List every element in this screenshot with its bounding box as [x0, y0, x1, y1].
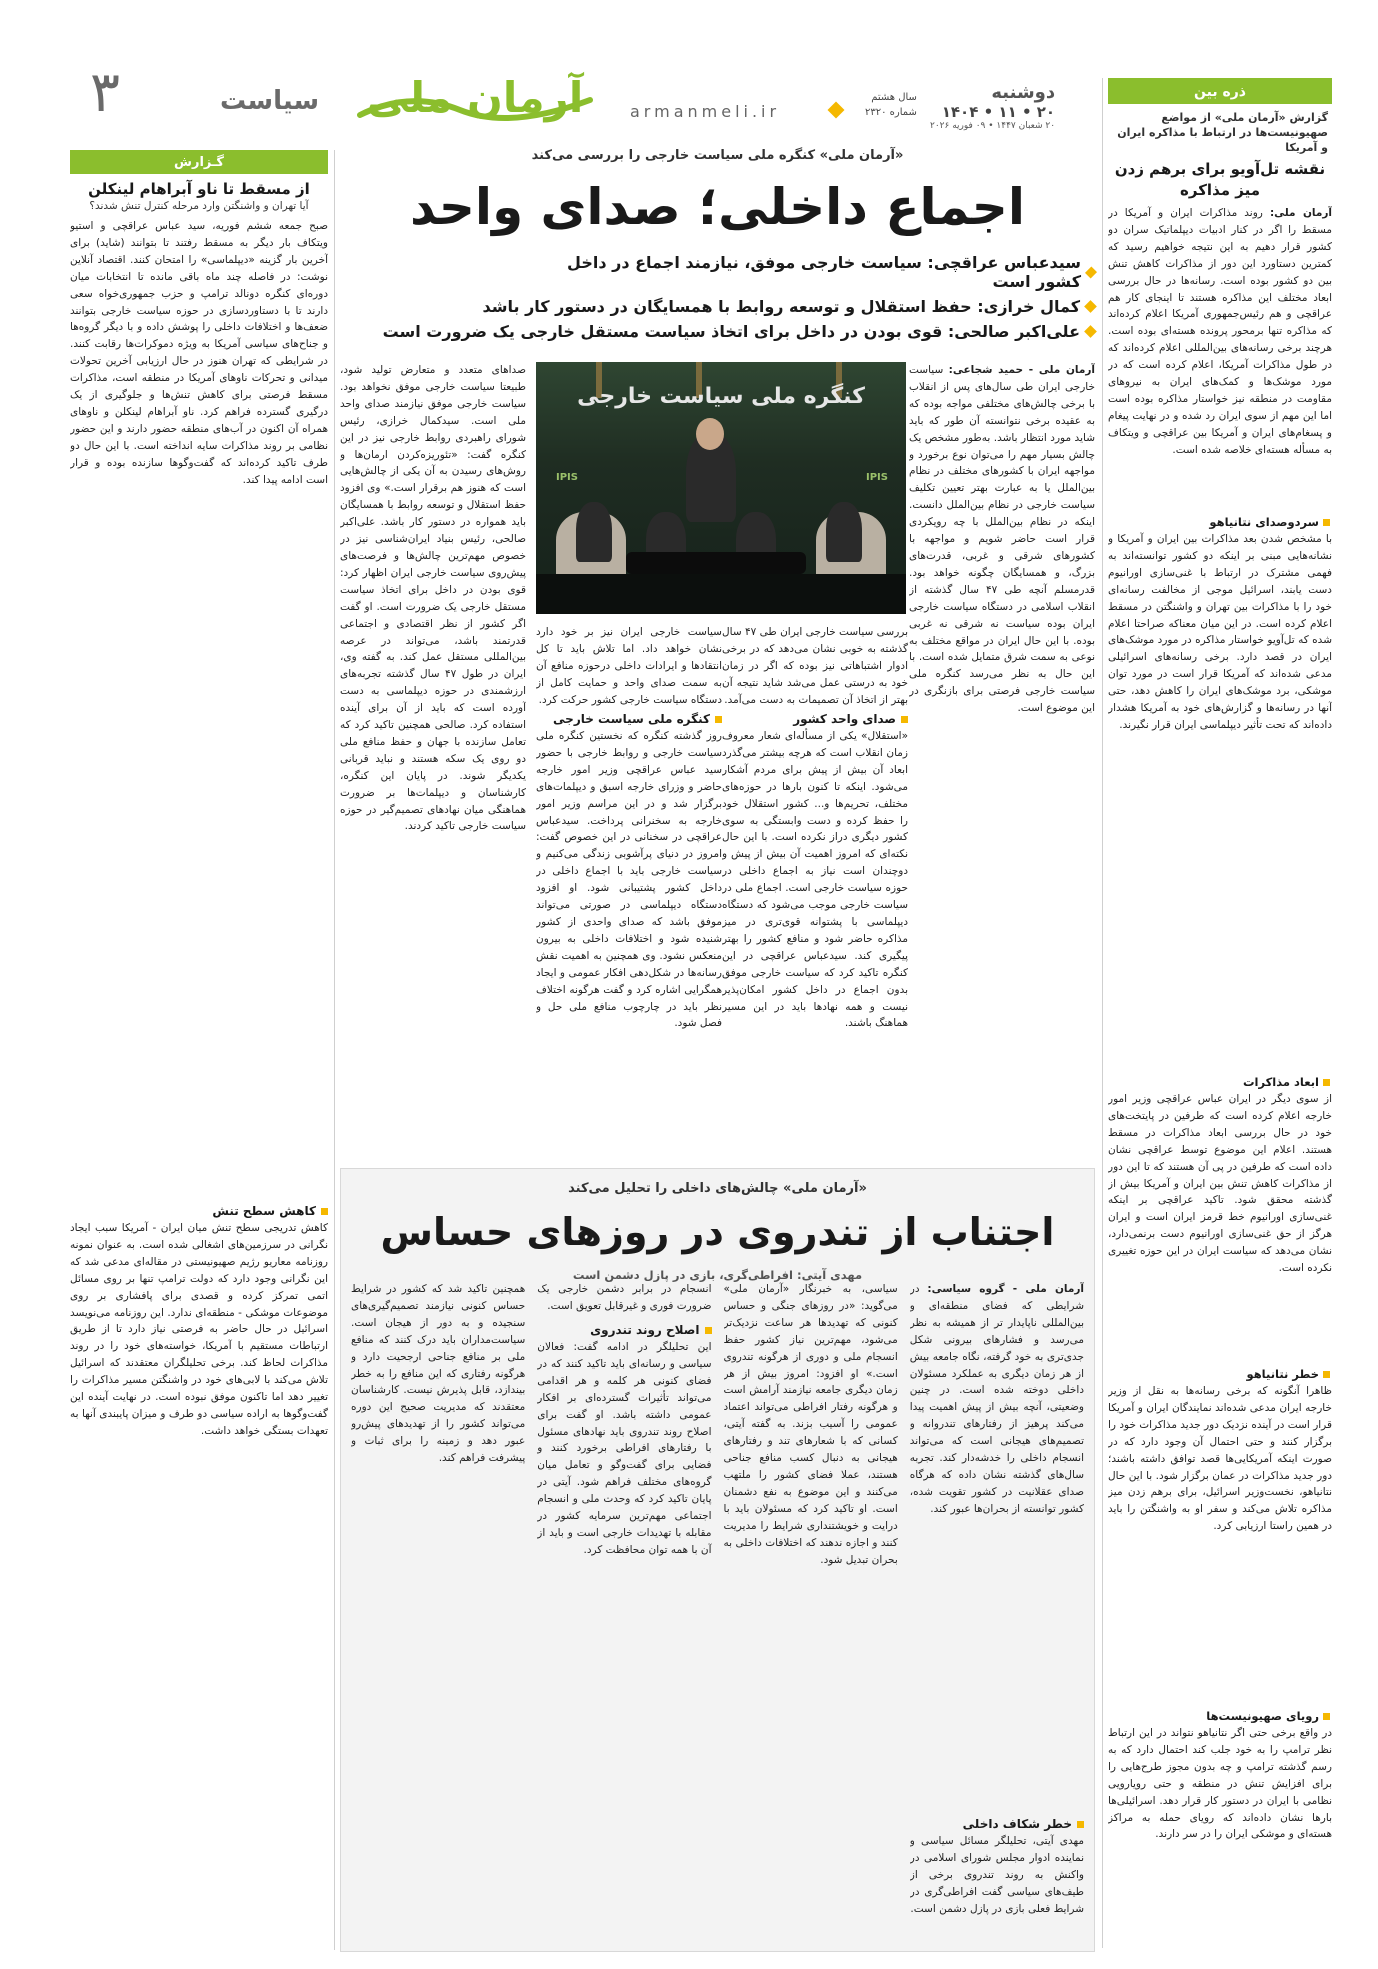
- date-shamsi: ۲۰ • ۱۱ • ۱۴۰۴: [941, 103, 1056, 121]
- sidebar-subhead: خطر نتانیاهو: [1110, 1367, 1330, 1381]
- report-body: صبح جمعه ششم فوریه، سید عباس عراقچی و استیو ویتکاف بار دیگر به مسقط رفتند تا بتوانند (شاید) برای آخرین بار گزینه «دیپلماسی» را امتحان کنند. اقتصاد آنلاین نوشت: در فاصله چند ماه باقی مانده تا انتخابات میان دوره‌ای کنگره دونالد ترامپ و حزب جمهوری‌خواه سعی دارند تا با دستاوردسازی در حوزه سیاست خارجی بتوانند ضعف‌ها و اختلافات داخلی را پوشش داده و با دیگر گروه‌ها و جناح‌های سیاسی آمریکا به ویژه دموکرات‌ها رقابت کنند. در شرایطی که تهران هنوز در حال ارزیابی آخرین تحولات میدانی و تحرکات ناوهای آمریکا در منطقه است، مذاکرات مسقط فرصتی برای کاهش تنش‌ها و جلوگیری از یک درگیری گسترده فراهم کرد. ناو آبراهام لینکلن و ناوهای همراه آن اکنون در آب‌های منطقه حضور دارند و این حضور نظامی بر روند مذاکرات سایه انداخته است. با این حال دو طرف تاکید کرده‌اند که گفت‌وگوها سازنده بوده و قرار است ادامه پیدا کند.: [70, 220, 328, 486]
- lead-title: اجماع داخلی؛ صدای واحد: [410, 178, 1025, 236]
- issue-year: سال هشتم: [871, 92, 917, 103]
- report-subtitle: آیا تهران و واشنگتن وارد مرحله کنترل تنش شدند؟: [89, 200, 309, 212]
- column-rule: [1102, 78, 1103, 1948]
- sidebar-body: ظاهرا آنگونه که برخی رسانه‌ها به نقل از وزیر خارجه ایران مدعی شده‌اند نمایندگان ایران و آمریکا قرار است در آینده نزدیک دور جدید مذاکرات خود را برگزار کنند و حتی احتمال آن وجود دارد که در صورت اینکه آمریکایی‌ها قصد توافق داشته باشند؛ دور جدید مذاکرات در عمان برگزار شود. با این حال نتانیاهو، نخست‌وزیر اسرائیل، برای برهم زدن میز مذاکره تلاش می‌کند و سفر او به واشنگتن را باید در همین راستا ارزیابی کرد.: [1108, 1385, 1332, 1533]
- lead-col-text: صداهای متعدد و متعارض تولید شود، طبیعتا سیاست خارجی موفق نخواهد بود. سیاست خارجی موفق نیازمند صدای واحد ملی است. سیدکمال خرازی، رئیس شورای راهبردی روابط خارجی نیز در این کنگره گفت: «تئوریزه‌کردن ارمان‌ها و روش‌های رسیدن به آن یکی از چالش‌هایی است که هنوز هم برقرار است.» وی افزود حفظ استقلال و توسعه روابط با همسایگان باید همواره در دستور کار باشد. علی‌اکبر صالحی، رئیس بنیاد ایران‌شناسی نیز در خصوص مهم‌ترین چالش‌ها و فرصت‌های پیش‌روی سیاست خارجی ایران اظهار کرد: قوی بودن در داخل برای اتخاذ سیاست مستقل خارجی یک ضرورت است. او گفت اگر کشور از نظر اقتصادی و اجتماعی قدرتمند باشد، می‌تواند در عرصه بین‌المللی مستقل عمل کند. به گفته وی، ایران در طول ۴۷ سال گذشته تجربه‌های ارزشمندی در حوزه دیپلماسی به دست آورده است که باید از آن برای آینده استفاده کرد. صالحی همچنین تاکید کرد که تعامل سازنده با جهان و حفظ منافع ملی دو روی یک سکه هستند و نباید قربانی یکدیگر شوند. در پایان این کنگره، کارشناسان و دیپلمات‌ها بر ضرورت هماهنگی میان نهادهای تصمیم‌گیر در حوزه سیاست خارجی تاکید کردند.: [340, 364, 526, 833]
- sidebar-headline: نقشه تل‌آویو برای برهم زدن میز مذاکره: [1114, 160, 1326, 199]
- newspaper-logo: [350, 60, 600, 140]
- photo-banner: کنگره ملی سیاست خارجی: [577, 384, 865, 409]
- bullet-icon: [1323, 1371, 1330, 1378]
- analysis-column: [724, 1281, 898, 1943]
- lead-byline: آرمان ملی - حمید شجاعی:: [948, 364, 1095, 376]
- lead-bullet: علی‌اکبر صالحی: قوی بودن در داخل برای اتخاذ سیاست مستقل خارجی یک ضرورت است: [340, 322, 1095, 341]
- lead-col-text: سیاست خارجی ایران نیز بر خود دارد نشان خواهد داد. اما تلاش باید تا کل انتقادها و ایرادات داخلی درحوزه منافع آن به سمت صدای واحد و حمایت کامل از دستگاه سیاست خارجی کشور حرکت کرد.: [536, 626, 722, 706]
- sidebar-zarrebin: [1108, 78, 1332, 1948]
- lead-subhead: صدای واحد کشور: [722, 712, 908, 726]
- analysis-column: [351, 1281, 525, 1943]
- page-number: ۳: [90, 60, 121, 125]
- report-badge: گـزارش: [70, 152, 328, 174]
- sidebar-body: در واقع برخی حتی اگر نتانیاهو نتواند در این ارتباط نظر ترامپ را به خود جلب کند احتمال دارد که به رسم گذشته ترامپ و چه بدون مجوز طرح‌هایی را برای افزایش تنش در منطقه و حتی رویارویی نظامی با ایران در دستور کار قرار دهد. اسرائیلی‌ها بارها نشان داده‌اند که رویای حمله به مراکز هسته‌ای و موشکی ایران را در سر دارند.: [1108, 1727, 1332, 1841]
- analysis-text: انسجام در برابر دشمن خارجی یک ضرورت فوری و غیرقابل تعویق است.: [537, 1283, 712, 1312]
- report-subhead: کاهش سطح تنش: [70, 1204, 328, 1218]
- analysis-columns: [351, 1281, 1084, 1943]
- sidebar-intro-text: روند مذاکرات ایران و آمریکا در مسقط را اگر در کنار ادبیات دیپلماتیک سران دو کشور قرار دهیم به این نتیجه خواهیم رسید که کمترین دستاورد این دور از مذاکرات کاهش تنش بین دو کشور بوده است. رسانه‌ها در حال بررسی ابعاد مختلف این مذاکره هستند تا اینجای کار هم عراقچی و هم رئیس‌جمهوری آمریکا اعلام کرده‌اند که مذاکره تنها برمحور پرونده هسته‌ای بوده است. هرچند برخی رسانه‌های بین‌المللی اعلام کرده‌اند که در طول مذاکرات آمریکا، اعلام کرده است که در مورد موشک‌ها و کمک‌های ایران به نیروهای مقاومت در منطقه نیز خواستار مذاکره بوده است اما این مهم از سوی ایران رد شده و در نهایت پیغام و پسغام‌های ایران و آمریکا بین عراقچی و ویتکاف به مسأله هسته‌ای خلاصه شده است.: [1108, 207, 1332, 456]
- column-rule: [334, 150, 335, 1950]
- diamond-icon: [1084, 300, 1097, 313]
- ipis-logo: IPIS: [556, 472, 578, 483]
- date-block: [930, 82, 1055, 131]
- lead-story-header: [340, 148, 1095, 347]
- logo-text: آرمان ملی: [366, 73, 584, 122]
- panelist-figure: [576, 502, 612, 562]
- lead-story-body: [340, 362, 1095, 1174]
- bullet-icon: [715, 716, 722, 723]
- report-body: کاهش تدریجی سطح تنش میان ایران - آمریکا سبب ایجاد نگرانی در سرزمین‌های اشغالی شده است. به عنوان نمونه روزنامه معاریو رژیم صهیونیستی در مقاله‌ای مدعی شد که این نگرانی وجود دارد که دولت ترامپ تنها بر روی مسائل اتمی تمرکز کرده و قصدی برای پافشاری بر روی موضوعات موشکی - منطقه‌ای ندارد. این روزنامه می‌نویسد اسرائیل در حال حاضر به فرصتی نیاز دارد تا از طریق ارتباطات مستقیم با آمریکا، خواسته‌های خود را در روند مذاکرات لحاظ کند. برخی تحلیلگران معتقدند که اسرائیل تلاش می‌کند با لابی‌های خود در واشنگتن مسیر مذاکرات را تغییر دهد اما تاکنون موفق نبوده است. در نهایت آینده این گفت‌وگوها به اراده سیاسی دو طرف و میزان پایبندی آنها به تعهدات بستگی خواهد داشت.: [70, 1222, 328, 1437]
- conference-photo: [536, 362, 906, 614]
- lead-column: [722, 624, 908, 1168]
- lead-col-text: آرمان ملی - حمید شجاعی: سیاست خارجی ایران طی سال‌های پس از انقلاب با برخی چالش‌های مختلفی مواجه بوده که به عقیده برخی نتوانسته آن طور که باید شاید مورد انتظار باشد. به‌طور مشخص یک چالش بسیار مهم را می‌توان نوع برخورد و مواجهه ایران با کشورهای مختلف در نظام بین‌الملل یا به عبارت بهتر تعیین تکلیف سیاست خارجی در نظام بین‌الملل دانست. اینکه در نظام بین‌الملل با چه رویکردی قرار است حاضر شویم و مواجهه با کشورهای شرقی و غربی، قدرت‌های بزرگ، و همسایگان چگونه خواهد بود. قدرمسلم آنچه طی ۴۷ سال گذشته از انقلاب اسلامی در دستگاه سیاست خارجی ایران بوده سیاست نه شرقی نه غربی بوده. با این حال ایران در مواقع مختلف به نوعی به سمت شرق متمایل شده است. با این حال به نظر می‌رسد کنگره ملی سیاست خارجی فرصتی برای بازنگری در این موضوع است.: [909, 364, 1095, 715]
- website-url: armanmeli.ir: [630, 102, 781, 121]
- bullet-icon: [705, 1327, 712, 1334]
- weekday: دوشنبه: [991, 82, 1056, 103]
- sidebar-subhead: ابعاد مذاکرات: [1110, 1075, 1330, 1089]
- analysis-column: [537, 1281, 711, 1943]
- analysis-title: اجتناب از تندروی در روزهای حساس: [380, 1210, 1055, 1254]
- panelist-figure: [826, 502, 862, 562]
- bullet-icon: [1077, 1821, 1084, 1828]
- analysis-lead: آرمان ملی - گروه سیاسی:: [927, 1283, 1084, 1295]
- lead-col-text: روز گذشته کنگره که نخستین کنگره ملی سیاست خارجی و روابط خارجی با حضور سید عباس عراقچی وزیر امور خارجه حاضر و وزرای خارجه اسبق و دیپلمات‌های برگزار شد و در این مراسم وزیر امور خارجه به سخنرانی پرداخت. سیدعباس عراقچی در سخنانی در این خصوص گفت: امروز در دنیای پرآشوبی زندگی می‌کنیم و سیاست خارجی باید با اجماع داخلی در داخل کشور پشتیبانی شود. او افزود دستگاه دیپلماسی در صورتی می‌تواند موفق باشد که صدای واحدی از کشور شنیده شود و اختلافات داخلی به بیرون منعکس نشود. وی همچنین به اهمیت نقش رسانه‌ها در شکل‌دهی افکار عمومی و ایجاد همگرایی اشاره کرد و گفت هرگونه اختلاف نظر باید در چارچوب منافع ملی حل و فصل شود.: [536, 730, 722, 1030]
- report-title: از مسقط تا ناو آبراهام لینکلن: [88, 180, 310, 198]
- bullet-icon: [1323, 1713, 1330, 1720]
- issue-number: شماره ۲۳۲۰: [865, 107, 917, 118]
- bullet-icon: [1323, 519, 1330, 526]
- masthead: [70, 60, 1100, 150]
- diamond-icon: [828, 102, 845, 119]
- speaker-head: [696, 418, 724, 450]
- sidebar-subhead: سردوصدای نتانیاهو: [1110, 515, 1330, 529]
- analysis-box: [340, 1168, 1095, 1952]
- analysis-subhead: خطر شکاف داخلی: [910, 1817, 1084, 1831]
- analysis-text: این تحلیلگر در ادامه گفت: فعالان سیاسی و رسانه‌ای باید تاکید کنند که در فضای کنونی هر کلمه و هر اقدامی می‌تواند تأثیرات گسترده‌ای بر افکار عمومی داشته باشد. او گفت برای اصلاح روند تندروی باید نهادهای مسئول با رفتارهای افراطی برخورد کنند و فضایی برای گفت‌وگو و تعامل میان گروه‌های مختلف فراهم شود. آیتی در پایان تاکید کرد که وحدت ملی و انسجام اجتماعی مهم‌ترین سرمایه کشور در مقابله با تهدیدات خارجی است و باید از آن با همه توان محافظت کرد.: [537, 1341, 712, 1556]
- floor: [536, 574, 906, 614]
- sidebar-badge: ذره بین: [1108, 80, 1332, 104]
- lead-bullet: کمال خرازی: حفظ استقلال و توسعه روابط با همسایگان در دستور کار باشد: [340, 297, 1095, 316]
- lead-col-text: «استقلال» یکی از مسأله‌ای شعار معروف زمان انقلاب است که هرچه بیشتر می‌گذرد ابعاد آن بیش از پیش برای مردم آشکار می‌شود. اینکه تا کنون بارها در حوزه‌های مختلف، تحریم‌ها و... کشور استقلال خود را حفظ کرده و دست وابستگی به سوی کشور دیگری دراز نکرده است. با این حال نکته‌ای که امروز اهمیت آن بیش از پیش و دوچندان است نیاز به اجماع داخلی در حوزه سیاست خارجی است. اجماع ملی در سیاست خارجی موجب می‌شود که دستگاه دیپلماسی با پشتوانه قوی‌تری در میز مذاکره حاضر شود و منافع کشور را بهتر پیگیری کند. سیدعباس عراقچی در این کنگره تاکید کرد که سیاست خارجی موفق بدون اجماع در داخل کشور امکان‌پذیر نیست و همه نهادها باید در این مسیر هماهنگ باشند.: [722, 730, 908, 1030]
- lead-bullet: سیدعباس عراقچی: سیاست خارجی موفق، نیازمند اجماع در داخل کشور است: [340, 253, 1095, 291]
- sidebar-intro: [1108, 205, 1332, 509]
- bullet-icon: [901, 716, 908, 723]
- analysis-text: همچنین تاکید شد که کشور در شرایط حساس کنونی نیازمند تصمیم‌گیری‌های سنجیده و به دور از هیجان است. سیاست‌مداران باید درک کنند که منافع ملی بر منافع جناحی ارجحیت دارد و هرگونه رفتاری که این منافع را به خطر بیندازد، قابل پذیرش نیست. کارشناسان معتقدند که مدیریت صحیح این دوره می‌تواند کشور را از تهدیدهای پیش‌رو عبور دهد و زمینه را برای ثبات و پیشرفت فراهم کند.: [351, 1283, 526, 1465]
- lead-subhead: کنگره ملی سیاست خارجی: [536, 712, 722, 726]
- panel-table: [626, 552, 806, 574]
- lead-column: [340, 362, 526, 1168]
- analysis-subhead: اصلاح روند تندروی: [537, 1323, 711, 1337]
- analysis-text: آرمان ملی - گروه سیاسی: در شرایطی که فضای منطقه‌ای و بین‌المللی ناپایدار تر از همیشه به نظر می‌رسد و فشارهای بیرونی شکل جدی‌تری به خود گرفته، نگاه جامعه بیش از هر زمان دیگری به عملکرد مسئولان داخلی دوخته شده است. در چنین وضعیتی، آنچه بیش از پیش اهمیت پیدا می‌کند پرهیز از رفتارهای تندروانه و تصمیم‌های هیجانی است که می‌تواند انسجام داخلی را خدشه‌دار کند. تجربه سال‌های گذشته نشان داده که هرگاه صدای عقلانیت در کشور تقویت شده، کشور توانسته از بحران‌ها عبور کند.: [909, 1283, 1084, 1515]
- bullet-icon: [1323, 1079, 1330, 1086]
- ipis-logo: IPIS: [866, 472, 888, 483]
- analysis-column: [910, 1281, 1084, 1943]
- analysis-text: مهدی آیتی، تحلیلگر مسائل سیاسی و نماینده ادوار مجلس شورای اسلامی در واکنش به روند تندروی برخی از طیف‌های سیاسی گفت افراطی‌گری در شرایط فعلی بازی در پازل دشمن است.: [909, 1835, 1084, 1915]
- lead-column: [909, 362, 1095, 1168]
- analysis-text: سیاسی، به خبرنگار «آرمان ملی» می‌گوید: «در روزهای جنگی و حساس کنونی که تهدیدها هر ساعت نزدیک‌تر می‌شود، مهم‌ترین نیاز کشور حفظ انسجام ملی و دوری از هرگونه تندروی است.» او افزود: امروز بیش از هر زمان دیگری جامعه نیازمند آرامش است و هرگونه رفتار افراطی می‌تواند اعتماد عمومی را آسیب بزند. به گفته آیتی، کسانی که با شعارهای تند و رفتارهای هیجانی به دنبال کسب منافع جناحی هستند، عملا فضای کشور را ملتهب می‌کنند و این موضوع به نفع دشمنان است. او تاکید کرد که مسئولان باید با درایت و خویشتنداری شرایط را مدیریت کنند و اجازه ندهند که اختلافات داخلی به بحران تبدیل شود.: [723, 1283, 898, 1566]
- issue-info: [865, 90, 917, 120]
- sidebar-body: با مشخص شدن بعد مذاکرات بین ایران و آمریکا و نشانه‌هایی مبنی بر اینکه دو کشور توانسته‌اند به فهمی مشترک در ارتباط با غنی‌سازی اورانیوم دست یابند، اسرائیل موجی از مخالفت رسانه‌ای خود را با مذاکرات بین تهران و واشنگتن در مسقط اعلام کرده است. در این میان معناکه صراحتا اعلام شده که تل‌آویو خواستار مذاکره در مورد موشک‌های ایران در قصد دارد. برخی رسانه‌های اسرائیلی مدعی شده‌اند که آمریکا قرار است در مورد توان موشکی، برد موشک‌های ایران را کاهش دهد، حتی آنها در رسانه‌ها و گزارش‌های خود به آمریکا هشدار داده‌اند که تحت تأثیر دیپلماسی ایران قرار نگیرند.: [1108, 533, 1332, 731]
- bullet-icon: [321, 1208, 328, 1215]
- sidebar-intro-lead: آرمان ملی:: [1269, 207, 1332, 219]
- report-column: [70, 150, 328, 1950]
- diamond-icon: [1084, 325, 1097, 338]
- lead-col-text: بررسی سیاست خارجی ایران طی ۴۷ سال گذشته به خوبی نشان می‌دهد که در برخی ادوار اشتباهاتی نیز بوده که اگر در زمان خود به درستی عمل می‌شد شاید نتیجه آن بهتر از اتخاذ آن تصمیمات به دست می‌آمد.: [722, 626, 908, 706]
- sidebar-subhead: رویای صهیونیست‌ها: [1110, 1709, 1330, 1723]
- section-label: سیاست: [220, 86, 320, 116]
- diamond-icon: [1085, 266, 1097, 278]
- sidebar-body: از سوی دیگر در ایران عباس عراقچی وزیر امور خارجه اعلام کرده است که طرفین در پایتخت‌های خود در حال بررسی ابعاد مذاکرات در مسقط هستند. اعلام این موضوع توسط عراقچی نشان داده است که طرفین در پی آن هستند که تا این دور از مذاکرات کاهش تنش بین ایران و آمریکا بیش از گذشته محقق شود. تاکید عراقچی بر اینکه غنی‌سازی اورانیوم خط قرمز ایران است و ایران هرگز از حق غنی‌سازی اورانیوم دست برنمی‌دارد، نشان می‌دهد که سیاست ایران در این حوزه تغییری نکرده است.: [1108, 1093, 1332, 1275]
- date-other: ۲۰ شعبان ۱۴۴۷ • ۰۹ فوریه ۲۰۲۶: [930, 121, 1056, 131]
- analysis-byline: مهدی آیتی: افراطی‌گری، بازی در پازل دشمن است: [572, 1268, 863, 1282]
- lead-kicker: «آرمان ملی» کنگره ملی سیاست خارجی را بررسی می‌کند: [531, 148, 904, 163]
- analysis-kicker: «آرمان ملی» چالش‌های داخلی را تحلیل می‌کند: [568, 1181, 867, 1196]
- lead-column: [536, 624, 722, 1168]
- sidebar-kicker: گزارش «آرمان ملی» از مواضع صهیونیست‌ها در ارتباط با مذاکره ایران و آمریکا: [1117, 111, 1328, 154]
